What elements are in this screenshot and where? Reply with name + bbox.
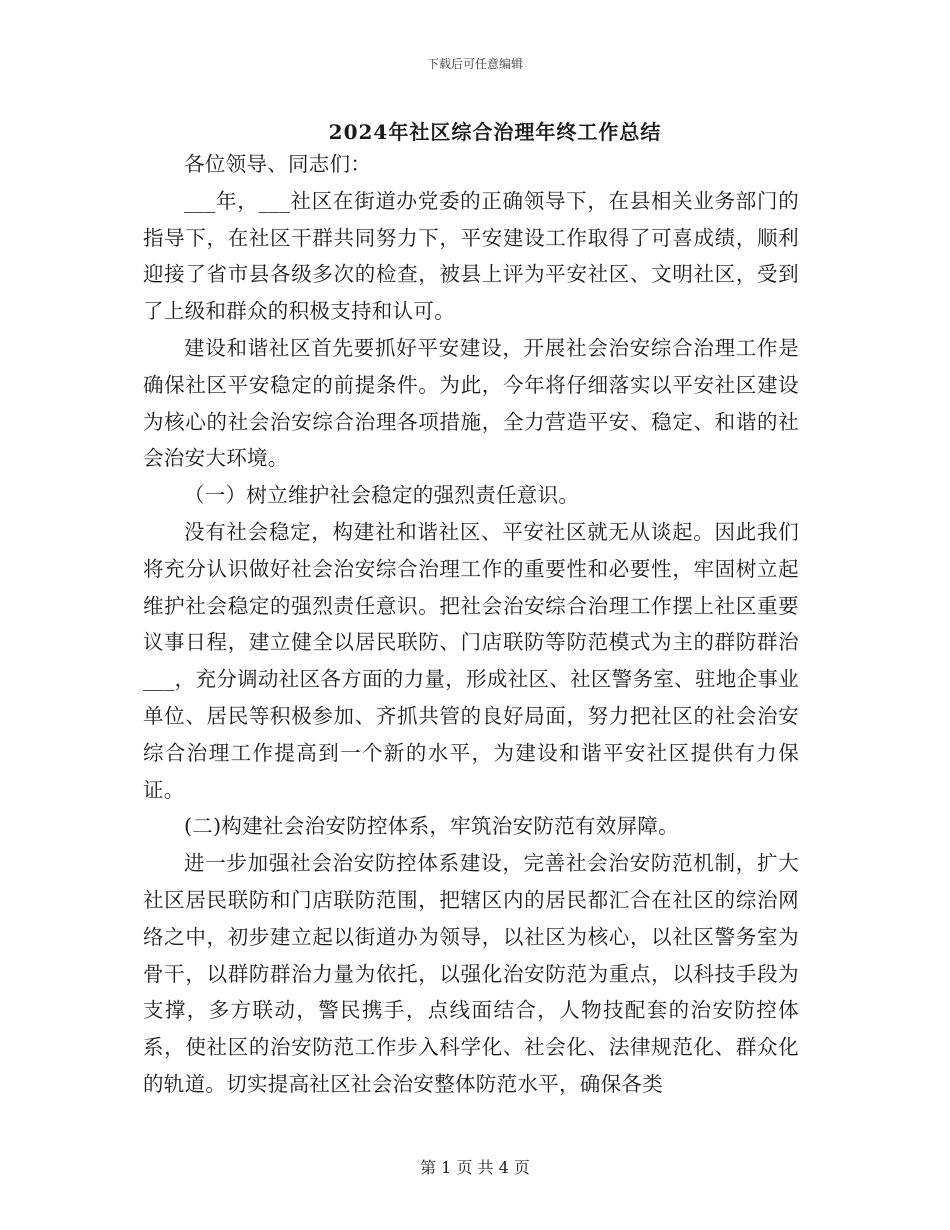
section-heading-2: (二)构建社会治安防控体系，牢筑治安防范有效屏障。	[184, 814, 679, 839]
paragraph-salutation: 各位领导、同志们：	[184, 152, 372, 176]
paragraph-background: 建设和谐社区首先要抓好平安建设，开展社会治安综合治理工作是确保社区平安稳定的前提条件。为此，今年将仔细落实以平安社区建设为核心的社会治安综合治理各项措施，全力营造平安、稳定、和谐的社会治安大环境。	[143, 335, 799, 471]
header-note: 下载后可任意编辑	[426, 57, 523, 71]
document-title: 2024年社区综合治理年终工作总结	[328, 120, 662, 144]
page-number-footer: 第 1 页 共 4 页	[420, 1158, 530, 1177]
paragraph-intro: ___年，___社区在街道办党委的正确领导下，在县相关业务部门的指导下，在社区干群共同努力下，平安建设工作取得了可喜成绩，顺利迎接了省市县各级多次的检查，被县上评为平安社区、文明社区，受到了上级和群众的积极支持和认可。	[143, 188, 799, 324]
paragraph-section-1: 没有社会稳定，构建社和谐社区、平安社区就无从谈起。因此我们将充分认识做好社会治安综合治理工作的重要性和必要性，牢固树立起维护社会稳定的强烈责任意识。把社会治安综合治理工作摆上社区重要议事日程，建立健全以居民联防、门店联防等防范模式为主的群防群治___，充分调动社区各方面的力量，形成社区、社区警务室、驻地企事业单位、居民等积极参加、齐抓共管的良好局面，努力把社区的社会治安综合治理工作提高到一个新的水平，为建设和谐平安社区提供有力保证。	[143, 519, 799, 802]
document-body	[143, 146, 799, 1103]
section-heading-1: （一）树立维护社会稳定的强烈责任意识。	[184, 483, 580, 508]
paragraph-section-2: 进一步加强社会治安防控体系建设，完善社会治安防范机制，扩大社区居民联防和门店联防范围，把辖区内的居民都汇合在社区的综治网络之中，初步建立起以街道办为领导，以社区为核心，以社区警务室为骨干，以群防群治力量为依托，以强化治安防范为重点，以科技手段为支撑，多方联动，警民携手，点线面结合，人物技配套的治安防控体系，使社区的治安防范工作步入科学化、社会化、法律规范化、群众化的轨道。切实提高社区社会治安整体防范水平，确保各类	[143, 851, 799, 1096]
